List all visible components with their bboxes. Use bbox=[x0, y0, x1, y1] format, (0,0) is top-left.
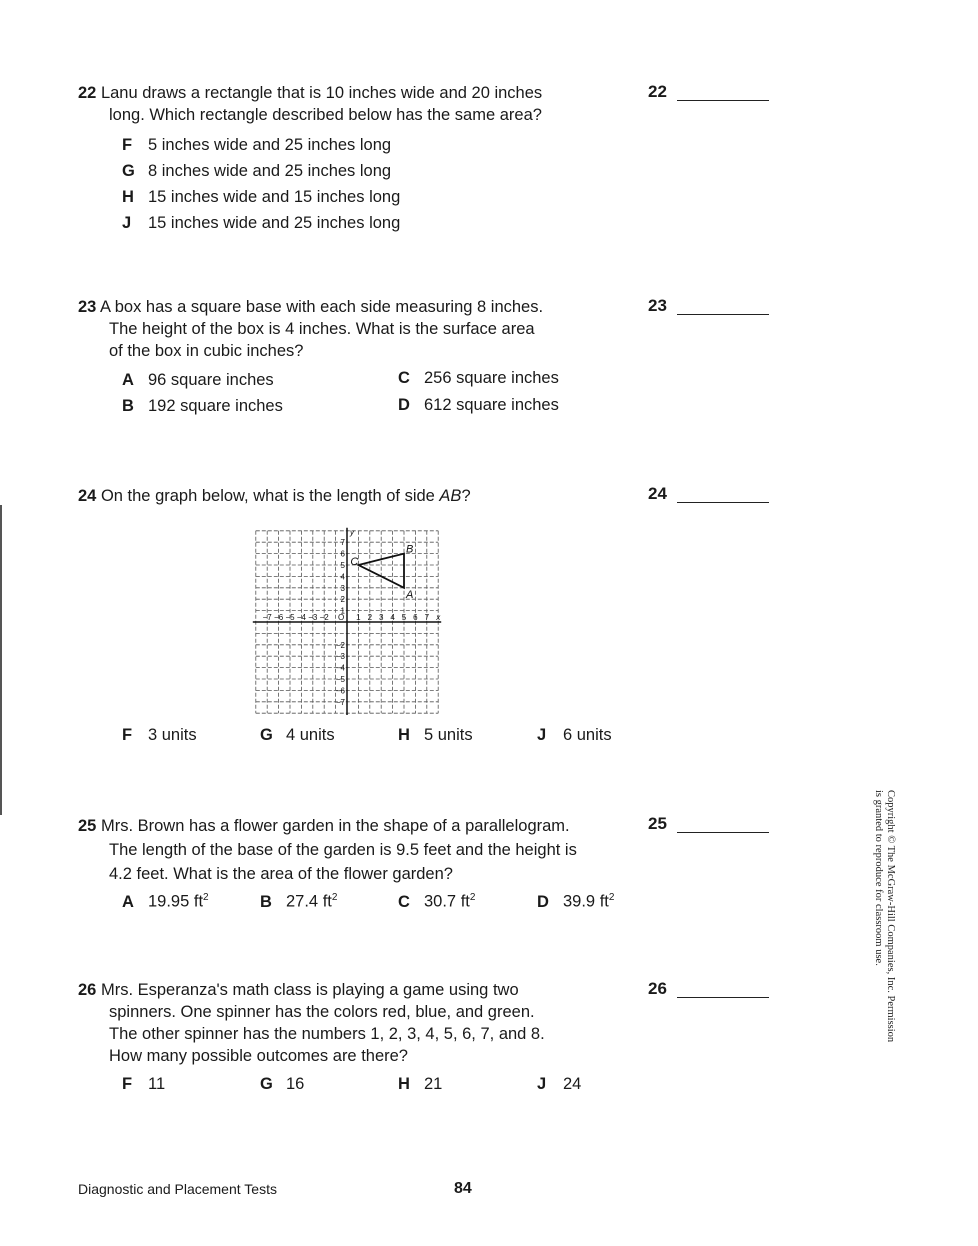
option-H[interactable]: H 21 bbox=[398, 1075, 443, 1093]
coordinate-graph bbox=[250, 520, 450, 715]
question-24: 24 On the graph below, what is the length of side AB? bbox=[78, 487, 471, 505]
y-tick-label: −2 bbox=[335, 640, 345, 650]
x-axis-label: x bbox=[436, 613, 441, 622]
answer-blank-22[interactable]: 22 bbox=[648, 82, 769, 102]
y-tick-label: 4 bbox=[340, 572, 345, 582]
point-label-A: A bbox=[406, 588, 414, 601]
option-G[interactable]: G 16 bbox=[260, 1075, 305, 1093]
y-tick-label: −6 bbox=[335, 686, 345, 696]
option-G[interactable]: G 8 inches wide and 25 inches long bbox=[122, 162, 392, 180]
x-tick-label: 3 bbox=[378, 613, 384, 622]
x-tick-label: 2 bbox=[367, 613, 373, 622]
page-number: 84 bbox=[454, 1180, 472, 1197]
option-A[interactable]: A 96 square inches bbox=[122, 371, 274, 389]
x-tick-label: 4 bbox=[390, 613, 395, 622]
x-tick-label: −2 bbox=[319, 613, 329, 622]
origin-label: O bbox=[338, 613, 345, 622]
answer-blank-25[interactable]: 25 bbox=[648, 814, 769, 834]
x-tick-label: −6 bbox=[274, 613, 284, 622]
question-25: 25 Mrs. Brown has a flower garden in the shape of a parallelogram. The length of the base of the garden is 9.5 feet and the height is 4.2 feet. What is the area of the flower garden? bbox=[78, 817, 577, 883]
answer-blank-24[interactable]: 24 bbox=[648, 484, 769, 504]
copyright-notice: Copyright © The McGraw-Hill Companies, Inc. Permission is granted to reproduce for classroom use. bbox=[873, 790, 896, 1043]
x-tick-label: 7 bbox=[424, 613, 430, 622]
option-D[interactable]: D 39.9 $ft^2$ bbox=[537, 892, 615, 911]
x-tick-label: 6 bbox=[413, 613, 418, 622]
y-tick-label: 5 bbox=[340, 561, 345, 570]
option-J[interactable]: J 24 bbox=[537, 1075, 582, 1093]
option-A[interactable]: A 19.95 $ft^2$ bbox=[122, 892, 209, 911]
x-tick-label: 5 bbox=[401, 613, 407, 622]
point-label-B: B bbox=[406, 543, 414, 556]
option-B[interactable]: B 192 square inches bbox=[122, 397, 283, 415]
option-F[interactable]: F 3 units bbox=[122, 726, 197, 744]
y-axis-label: y bbox=[350, 527, 354, 537]
y-tick-label: −7 bbox=[335, 697, 345, 707]
y-tick-label: 1 bbox=[340, 606, 345, 616]
option-C[interactable]: C 256 square inches bbox=[398, 369, 559, 387]
answer-blank-26[interactable]: 26 bbox=[648, 979, 769, 999]
option-J[interactable]: J 6 units bbox=[537, 726, 612, 744]
y-tick-label: 7 bbox=[340, 538, 345, 548]
x-tick-label: −3 bbox=[308, 613, 318, 622]
x-tick-label: 1 bbox=[356, 613, 361, 622]
y-tick-label: 2 bbox=[340, 595, 345, 605]
option-H[interactable]: H 5 units bbox=[398, 726, 473, 744]
answer-blank-23[interactable]: 23 bbox=[648, 296, 769, 316]
question-22: 22 Lanu draws a rectangle that is 10 inches wide and 20 inches long. Which rectangle described below has the same area? bbox=[78, 84, 543, 124]
question-26: 26 Mrs. Esperanza's math class is playing a game using two spinners. One spinner has the colors red, blue, and green. The other spinner has the numbers 1, 2, 3, 4, 5, 6, 7, and 8. How many possible outcomes are there? bbox=[78, 981, 545, 1065]
option-H[interactable]: H 15 inches wide and 15 inches long bbox=[122, 188, 401, 206]
y-tick-label: −3 bbox=[335, 652, 345, 662]
scan-edge bbox=[0, 505, 2, 815]
y-tick-label: −5 bbox=[335, 675, 345, 684]
option-F[interactable]: F 11 bbox=[122, 1075, 166, 1093]
option-J[interactable]: J 15 inches wide and 25 inches long bbox=[122, 214, 401, 232]
y-tick-label: 6 bbox=[340, 549, 345, 559]
option-F[interactable]: F 5 inches wide and 25 inches long bbox=[122, 136, 392, 154]
x-tick-label: −5 bbox=[285, 613, 295, 622]
option-B[interactable]: B 27.4 $ft^2$ bbox=[260, 892, 338, 911]
option-D[interactable]: D 612 square inches bbox=[398, 396, 559, 414]
footer-title: Diagnostic and Placement Tests bbox=[78, 1181, 277, 1197]
option-C[interactable]: C 30.7 $ft^2$ bbox=[398, 892, 476, 911]
y-tick-label: −4 bbox=[335, 663, 345, 673]
y-tick-label: 3 bbox=[340, 583, 345, 593]
question-23: 23 A box has a square base with each side measuring 8 inches. The height of the box is 4 inches. What is the surface area of the box in cubic inches? bbox=[78, 298, 544, 360]
x-tick-label: −7 bbox=[262, 613, 272, 622]
option-G[interactable]: G 4 units bbox=[260, 726, 335, 744]
x-tick-label: −4 bbox=[296, 613, 306, 622]
point-label-C: C bbox=[350, 556, 359, 568]
